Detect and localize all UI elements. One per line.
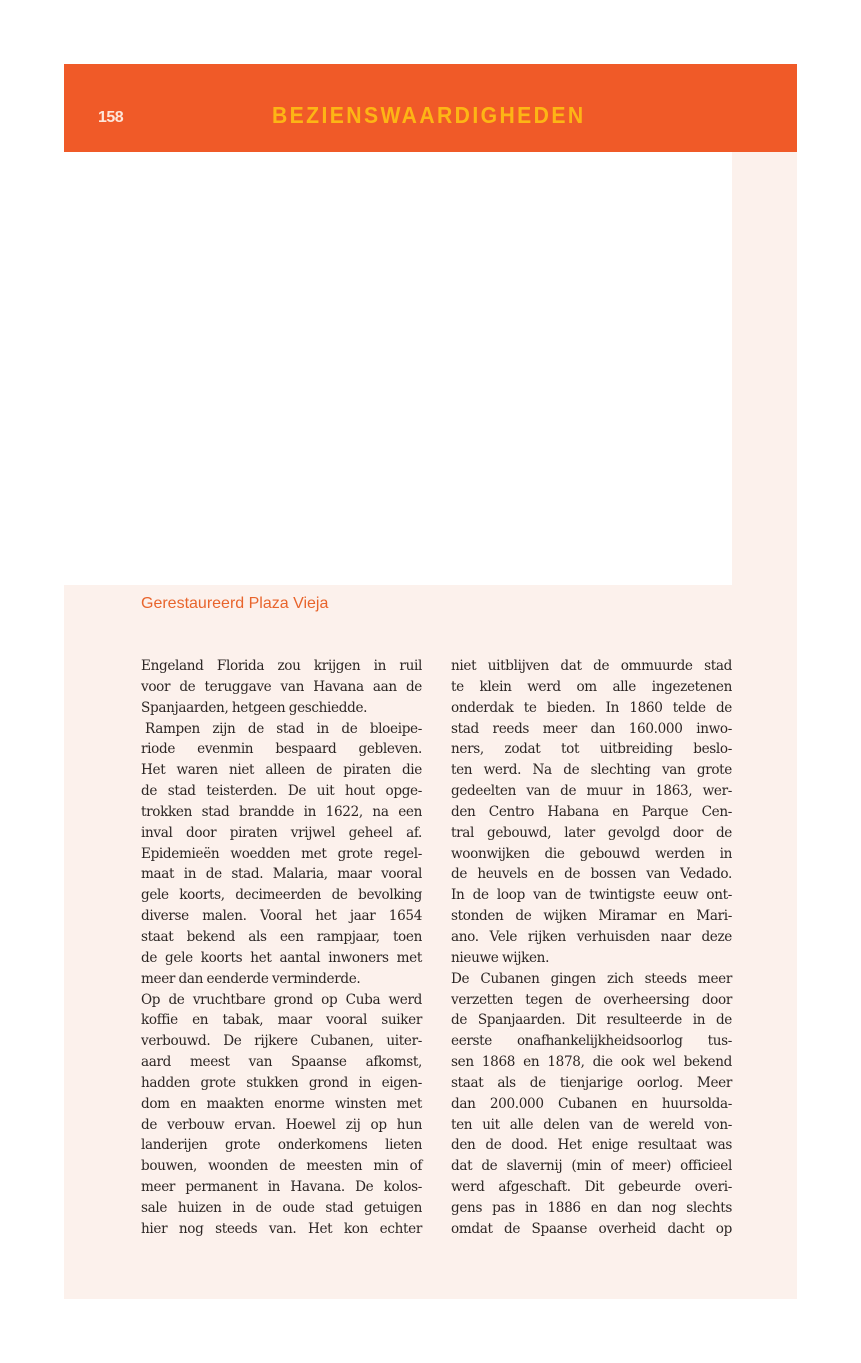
photo-caption: Gerestaureerd Plaza Vieja bbox=[141, 595, 329, 612]
text-line: eerste onafhankelijkheidsoorlog tus- bbox=[451, 1033, 732, 1050]
body-column-right bbox=[451, 656, 732, 1240]
text-line: de gele koorts het aantal inwoners met bbox=[141, 949, 422, 966]
text-line: koffie en tabak, maar vooral suiker bbox=[141, 1012, 422, 1029]
text-line: niet uitblijven dat de ommuurde stad bbox=[451, 658, 732, 674]
text-line: staat als de tienjarige oorlog. Meer bbox=[451, 1074, 732, 1091]
text-line: riode evenmin bespaard gebleven. bbox=[141, 741, 422, 758]
text-line: Engeland Florida zou krijgen in ruil bbox=[141, 658, 422, 674]
text-line: de stad teisterden. De uit hout opge- bbox=[141, 783, 422, 800]
photo-placeholder bbox=[64, 152, 732, 585]
text-line: sen 1868 en 1878, die ook wel bekend bbox=[451, 1054, 732, 1071]
text-line: voor de teruggave van Havana aan de bbox=[141, 678, 422, 695]
text-line: trokken stad brandde in 1622, na een bbox=[141, 803, 422, 820]
text-line: nieuwe wijken. bbox=[451, 949, 550, 966]
text-line: de Spanjaarden. Dit resulteerde in de bbox=[451, 1012, 732, 1029]
text-line: sale huizen in de oude stad getuigen bbox=[141, 1199, 422, 1216]
text-line: woonwijken die gebouwd werden in bbox=[451, 845, 732, 862]
text-line: aard meest van Spaanse afkomst, bbox=[141, 1054, 422, 1071]
text-line: dat de slavernij (min of meer) officieel bbox=[451, 1158, 732, 1175]
text-line: diverse malen. Vooral het jaar 1654 bbox=[141, 908, 422, 925]
text-line: landerijen grote onderkomens lieten bbox=[141, 1137, 422, 1154]
text-line: maat in de stad. Malaria, maar vooral bbox=[141, 866, 422, 883]
section-title: BEZIENSWAARDIGHEDEN bbox=[272, 102, 586, 128]
text-line: Het waren niet alleen de piraten die bbox=[141, 762, 422, 779]
body-column-left bbox=[141, 656, 422, 1240]
text-line: Op de vruchtbare grond op Cuba werd bbox=[141, 991, 422, 1008]
text-line: den de dood. Het enige resultaat was bbox=[451, 1137, 732, 1154]
text-line: stonden de wijken Miramar en Mari- bbox=[451, 908, 732, 925]
text-line: verzetten tegen de overheersing door bbox=[451, 991, 732, 1008]
text-line: den Centro Habana en Parque Cen- bbox=[451, 803, 732, 820]
text-line: dom en maakten enorme winsten met bbox=[141, 1095, 422, 1112]
text-line: omdat de Spaanse overheid dacht op bbox=[451, 1220, 732, 1237]
text-line: de heuvels en de bossen van Vedado. bbox=[451, 866, 732, 883]
text-line: onderdak te bieden. In 1860 telde de bbox=[451, 699, 732, 716]
text-line: ano. Vele rijken verhuisden naar deze bbox=[451, 928, 732, 945]
text-line: hadden grote stukken grond in eigen- bbox=[141, 1074, 422, 1091]
text-line: bouwen, woonden de meesten min of bbox=[141, 1158, 422, 1175]
text-line: ten uit alle delen van de wereld von- bbox=[451, 1116, 732, 1133]
text-line: meer permanent in Havana. De kolos- bbox=[141, 1179, 422, 1196]
text-line: ners, zodat tot uitbreiding beslo- bbox=[451, 741, 732, 758]
text-line: gele koorts, decimeerden de bevolking bbox=[141, 887, 422, 904]
text-line: inval door piraten vrijwel geheel af. bbox=[141, 824, 422, 841]
text-line: te klein werd om alle ingezetenen bbox=[451, 678, 732, 695]
text-line: meer dan eenderde verminderde. bbox=[141, 970, 361, 987]
text-line: werd afgeschaft. Dit gebeurde overi- bbox=[451, 1179, 732, 1196]
text-line: stad reeds meer dan 160.000 inwo- bbox=[451, 720, 732, 737]
text-line: verbouwd. De rijkere Cubanen, uiter- bbox=[141, 1033, 422, 1050]
text-line: In de loop van de twintigste eeuw ont- bbox=[451, 887, 732, 904]
text-line: de verbouw ervan. Hoewel zij op hun bbox=[141, 1116, 422, 1133]
text-line: tral gebouwd, later gevolgd door de bbox=[451, 824, 732, 841]
text-line: hier nog steeds van. Het kon echter bbox=[141, 1220, 422, 1237]
text-line: De Cubanen gingen zich steeds meer bbox=[451, 970, 732, 987]
text-line: Spanjaarden, hetgeen geschiedde. bbox=[141, 699, 368, 716]
text-line: dan 200.000 Cubanen en huursolda- bbox=[451, 1095, 732, 1112]
text-line: gedeelten van de muur in 1863, wer- bbox=[451, 783, 732, 800]
text-line: ten werd. Na de slechting van grote bbox=[451, 762, 732, 779]
page-number: 158 bbox=[98, 109, 124, 126]
text-line: Epidemieën woedden met grote regel- bbox=[141, 845, 422, 862]
text-line: staat bekend als een rampjaar, toen bbox=[141, 928, 422, 945]
text-line: Rampen zijn de stad in de bloeipe- bbox=[145, 720, 422, 737]
text-line: gens pas in 1886 en dan nog slechts bbox=[451, 1199, 732, 1216]
